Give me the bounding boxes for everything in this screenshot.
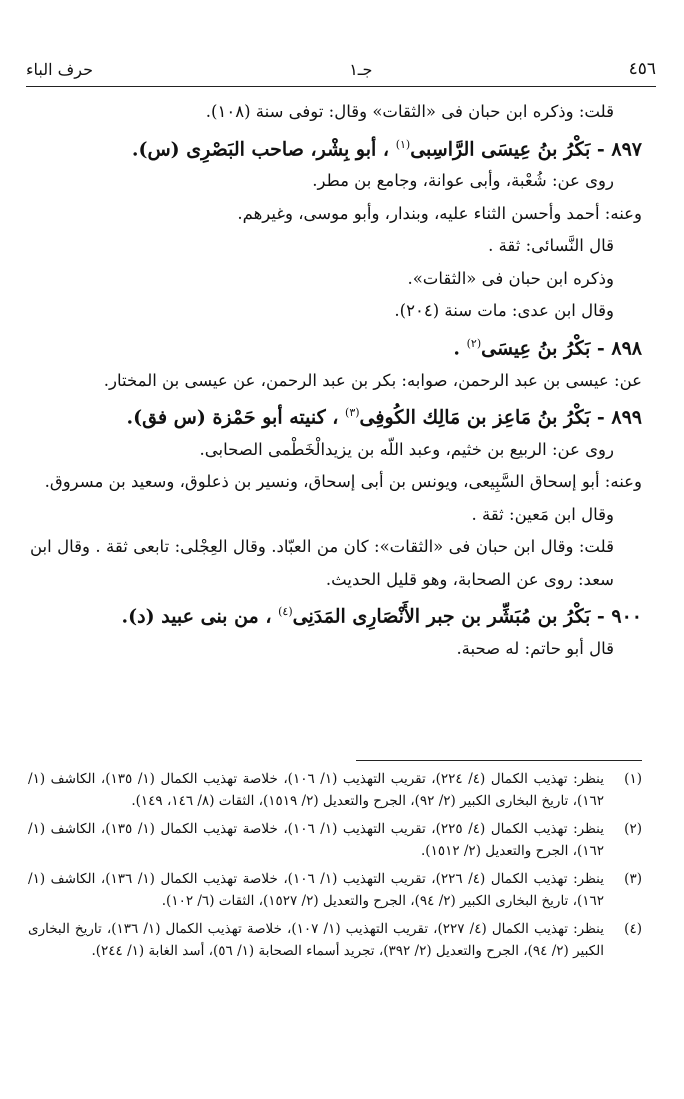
footnote-text: ينظر: تهذيب الكمال (٤/ ٢٢٦)، تقريب التهذيب (١/ ١٠٦)، خلاصة تهذيب الكمال (١/ ١٣٦)، الكاشف (١/ ١٦٢)، تاريخ البخارى الكبير (٢/ ٩٤)، الجرح والتعديل (٢/ ١٥٢٧)، الثقات (٦/ ١٠٢). bbox=[28, 871, 604, 909]
line-label: قلت: bbox=[578, 537, 614, 557]
entry-rest: ، من بنى عبيد (د). bbox=[121, 605, 279, 628]
line-label: قلت: bbox=[578, 102, 614, 121]
footnote-ref[interactable]: (٤) bbox=[278, 605, 293, 619]
main-text bbox=[30, 96, 642, 666]
line-text: الربيع بن خثيم، وعبد اللّه بن يزيدالْخَطْمى الصحابى. bbox=[199, 439, 552, 459]
line-text: وذكره ابن حبان فى «الثقات» وقال: توفى سنة (١٠٨). bbox=[205, 102, 579, 121]
entry-number: ٨٩٩ - bbox=[596, 406, 642, 429]
line-text: عيسى بن عبد الرحمن، صوابه: بكر بن عبد الرحمن، عن عيسى بن المختار. bbox=[103, 370, 615, 390]
line-text: أبو إسحاق السَّبِيعى، ويونس بن أبى إسحاق، ونسير بن ذعلوق، وسعيد بن مسروق. bbox=[44, 472, 605, 492]
footnote-number: (٤) bbox=[624, 921, 642, 937]
line-text: وقال ابن مَعين: ثقة . bbox=[471, 504, 614, 524]
volume-label: جـ١ bbox=[349, 59, 373, 79]
footnote-ref[interactable]: (٣) bbox=[345, 406, 360, 420]
text-line bbox=[30, 96, 642, 129]
footnote-text: ينظر: تهذيب الكمال (٤/ ٢٢٥)، تقريب التهذيب (١/ ١٠٦)، خلاصة تهذيب الكمال (١/ ١٣٥)، الكاشف (١/ ١٦٢)، الجرح والتعديل (٢/ ١٥١٢). bbox=[28, 821, 604, 859]
line-text: قال أبو حاتم: له صحبة. bbox=[456, 639, 614, 659]
entry-number: ٩٠٠ - bbox=[596, 605, 642, 628]
footnote-item bbox=[28, 768, 642, 812]
footnotes bbox=[28, 768, 642, 968]
line-text: قال النَّسائى: ثقة . bbox=[488, 236, 614, 256]
line-text: أحمد وأحسن الثناء عليه، وبندار، وأبو موسى، وغيرهم. bbox=[237, 203, 605, 223]
text-line bbox=[30, 295, 642, 328]
text-line bbox=[30, 499, 642, 532]
line-label: وعنه: bbox=[604, 203, 642, 223]
entry-rest: . bbox=[453, 337, 467, 360]
text-line bbox=[30, 466, 642, 499]
text-line bbox=[30, 531, 642, 596]
entry-heading bbox=[30, 596, 642, 633]
text-line bbox=[30, 434, 642, 467]
chapter-title: حرف الباء bbox=[26, 59, 93, 79]
entry-number: ٨٩٨ - bbox=[596, 337, 642, 360]
footnote-number: (٣) bbox=[624, 871, 642, 887]
page-number: ٤٥٦ bbox=[628, 59, 656, 79]
entry-heading bbox=[30, 129, 642, 166]
entry-number: ٨٩٧ - bbox=[596, 137, 642, 160]
footnote-ref[interactable]: (٢) bbox=[466, 336, 482, 350]
line-text: وقال ابن حبان فى «الثقات»: كان من العبّاد. وقال العِجْلى: تابعى ثقة . وقال ابن سعد: روى عن الصحابة، وهو قليل الحديث. bbox=[30, 537, 614, 589]
entry-heading bbox=[30, 328, 642, 365]
text-line bbox=[30, 263, 642, 296]
footnote-number: (١) bbox=[624, 771, 642, 787]
entry-name: بَكْرُ بن مُبَشِّر بن جبر الأَنْصَارِى المَدَنِى bbox=[292, 605, 597, 628]
text-line bbox=[30, 165, 642, 198]
entry-name: بَكْرُ بنُ عِيسَى الرَّاسِبى bbox=[410, 137, 597, 160]
line-text: وقال ابن عدى: مات سنة (٢٠٤). bbox=[394, 301, 614, 321]
line-label: وعنه: bbox=[604, 472, 642, 492]
line-label: عن: bbox=[614, 370, 642, 390]
entry-name: بَكْرُ بنُ مَاعِز بن مَالِك الكُوفِى bbox=[359, 406, 597, 429]
footnote-item bbox=[28, 918, 642, 962]
entry-rest: ، كنيته أبو حَمْزة (س فق). bbox=[126, 406, 346, 429]
header-divider bbox=[26, 86, 656, 87]
text-line bbox=[30, 230, 642, 263]
footnote-ref[interactable]: (١) bbox=[395, 137, 411, 151]
footnote-item bbox=[28, 818, 642, 862]
text-line bbox=[30, 365, 642, 398]
line-label: روى عن: bbox=[551, 439, 614, 459]
footnote-text: ينظر: تهذيب الكمال (٤/ ٢٢٧)، تقريب التهذيب (١/ ١٠٧)، خلاصة تهذيب الكمال (١/ ١٣٦)، تاريخ البخارى الكبير (٢/ ٩٤)، الجرح والتعديل (٢/ ٣٩٢)، تجريد أسماء الصحابة (١/ ٥٦)، أسد الغابة (١/ ٢٤٤). bbox=[28, 921, 605, 959]
footnote-number: (٢) bbox=[624, 821, 642, 837]
entry-rest: ، أبو بِشْر، صاحب البَصْرِى (س). bbox=[131, 137, 396, 160]
line-text: وذكره ابن حبان فى «الثقات». bbox=[407, 268, 614, 288]
line-text: شُعْبة، وأبى عوانة، وجامع بن مطر. bbox=[312, 171, 552, 191]
line-label: روى عن: bbox=[551, 171, 614, 191]
entry-heading bbox=[30, 397, 642, 434]
footnote-item bbox=[28, 868, 642, 912]
page-header bbox=[26, 54, 656, 84]
text-line bbox=[30, 633, 642, 666]
text-line bbox=[30, 198, 642, 231]
footnote-divider bbox=[356, 760, 642, 761]
footnote-text: ينظر: تهذيب الكمال (٤/ ٢٢٤)، تقريب التهذيب (١/ ١٠٦)، خلاصة تهذيب الكمال (١/ ١٣٥)، الكاشف (١/ ١٦٢)، تاريخ البخارى الكبير (٢/ ٩٢)، الجرح والتعديل (٢/ ١٥١٩)، الثقات (٨/ ١٤٦، ١٤٩). bbox=[28, 771, 604, 809]
entry-name: بَكْرُ بنُ عِيسَى bbox=[481, 337, 597, 360]
